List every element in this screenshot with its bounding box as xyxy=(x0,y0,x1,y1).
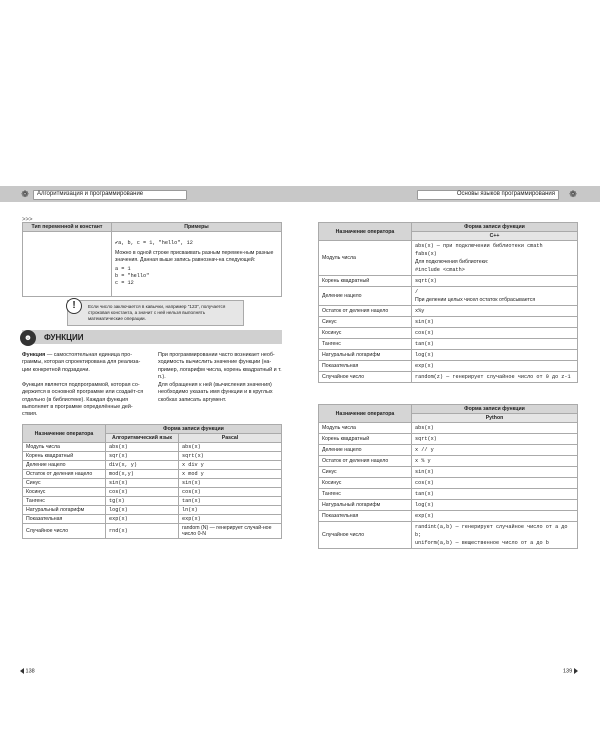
row-code: mod(x,y) xyxy=(106,470,179,479)
table-row xyxy=(319,241,578,276)
code-line: uniform(a,b) — вещественное число от a до b xyxy=(415,540,549,546)
row-label: Косинус xyxy=(23,488,106,497)
row-label: Деление нацело xyxy=(23,461,106,470)
intro-col2-p1: При программировании часто возникает необ-ходимость вычислить значение функции (на-пример, логарифм числа, корень квадратный и т. п.). xyxy=(158,352,282,380)
row-code xyxy=(412,478,578,489)
code-line: cos(x) xyxy=(415,330,434,336)
table-row xyxy=(319,511,578,522)
table-row xyxy=(23,479,282,488)
example-line: c = 12 xyxy=(115,280,134,287)
row-code xyxy=(412,522,578,549)
row-label: Косинус xyxy=(319,478,412,489)
row-label: Синус xyxy=(319,467,412,478)
col-cpp: C++ xyxy=(412,232,578,241)
example-code: ✔a, b, c = 1, "hello", 12 xyxy=(115,240,193,247)
functions-table-python xyxy=(318,404,578,549)
table-row xyxy=(319,423,578,434)
definition: — самостоятельная единица про-граммы, которая спроектирована для реализа-ции конкретной подзадачи. xyxy=(22,352,141,373)
row-label: Тангенс xyxy=(23,497,106,506)
section-title: ФУНКЦИИ xyxy=(44,333,84,342)
row-code xyxy=(412,306,578,317)
row-label: Тангенс xyxy=(319,489,412,500)
row-code: random (N) — генерирует случай-ное число 0-N xyxy=(179,524,282,539)
row-code xyxy=(412,241,578,276)
row-code: tan(x) xyxy=(179,497,282,506)
row-label: Случайное число xyxy=(23,524,106,539)
page-number-right xyxy=(563,668,578,674)
col-alg-lang: Алгоритмический язык xyxy=(106,434,179,443)
row-code: cos(x) xyxy=(179,488,282,497)
row-label: Натуральный логарифм xyxy=(319,500,412,511)
row-code: cos(x) xyxy=(106,488,179,497)
row-code xyxy=(412,276,578,287)
row-code: sqr(x) xyxy=(106,452,179,461)
col-operator: Назначение оператора xyxy=(23,425,106,443)
right-header-bar xyxy=(417,190,559,200)
code-line: exp(x) xyxy=(415,363,434,369)
code-line: sin(x) xyxy=(415,469,434,475)
code-line: sqrt(x) xyxy=(415,436,437,442)
code-line: / xyxy=(415,289,419,295)
table-row xyxy=(319,522,578,549)
code-line: При делении целых чисел остаток отбрасывается xyxy=(415,297,536,303)
continue-arrows: >>> xyxy=(22,217,33,223)
row-code xyxy=(412,500,578,511)
code-line: Для подключения библиотеки: xyxy=(415,259,489,265)
table-row xyxy=(319,489,578,500)
row-label: Показательная xyxy=(319,361,412,372)
row-label: Деление нацело xyxy=(319,287,412,306)
table-row xyxy=(319,317,578,328)
row-label: Показательная xyxy=(23,515,106,524)
code-line: cos(x) xyxy=(415,480,434,486)
row-label: Корень квадратный xyxy=(319,276,412,287)
code-line: x % y xyxy=(415,458,431,464)
left-header xyxy=(0,186,300,202)
row-label: Случайное число xyxy=(319,522,412,549)
table-row xyxy=(23,452,282,461)
table-row xyxy=(319,328,578,339)
code-line: sin(x) xyxy=(415,319,434,325)
intro-col1-p1 xyxy=(22,352,146,374)
code-line: tan(x) xyxy=(415,491,434,497)
cpp-table-body xyxy=(319,241,578,383)
row-code: rnd(x) xyxy=(106,524,179,539)
row-code: sin(x) xyxy=(179,479,282,488)
page-left-label: 138 xyxy=(25,668,35,675)
term-bold: Функция xyxy=(22,352,46,358)
row-code: exp(x) xyxy=(179,515,282,524)
col-operator: Назначение оператора xyxy=(319,405,412,423)
row-code: sqrt(x) xyxy=(179,452,282,461)
table-row xyxy=(23,470,282,479)
table-row xyxy=(319,456,578,467)
page-number-left xyxy=(20,668,35,674)
var-table-header-examples: Примеры xyxy=(112,223,282,232)
intro-col1-p2: Функция является подпрограммой, которая со-держится в основной программе или создаёт-ся отдельно (в библиотеке). Каждая функция выполняет в программе определённые дей-ствия. xyxy=(22,382,144,418)
note-box xyxy=(67,300,244,326)
row-code xyxy=(412,489,578,500)
table-row xyxy=(23,506,282,515)
code-line: x // y xyxy=(415,447,434,453)
row-label: Корень квадратный xyxy=(319,434,412,445)
code-line: random(z) — генерирует случайное число от 0 до z-1 xyxy=(415,374,571,380)
col-form: Форма записи функции xyxy=(106,425,282,434)
code-line: randint(a,b) — генерирует случайное число от a до b; xyxy=(415,524,568,538)
table-row xyxy=(23,443,282,452)
row-label: Деление нацело xyxy=(319,445,412,456)
right-header xyxy=(300,186,600,202)
row-label: Случайное число xyxy=(319,372,412,383)
row-label: Остаток от деления нацело xyxy=(23,470,106,479)
functions-table-left xyxy=(22,424,282,539)
page-right-label: 139 xyxy=(563,668,573,675)
row-code xyxy=(412,287,578,306)
worker-icon: ☻ xyxy=(20,330,36,346)
code-line: #include <cmath> xyxy=(415,267,465,273)
row-label: Натуральный логарифм xyxy=(319,350,412,361)
table-row xyxy=(319,500,578,511)
code-line: log(x) xyxy=(415,352,434,358)
table-row xyxy=(319,306,578,317)
python-table-body xyxy=(319,423,578,549)
col-python: Python xyxy=(412,414,578,423)
row-code: x mod y xyxy=(179,470,282,479)
row-label: Показательная xyxy=(319,511,412,522)
row-label: Модуль числа xyxy=(319,241,412,276)
row-label: Модуль числа xyxy=(319,423,412,434)
left-header-title: Алгоритмизация и программирование xyxy=(37,191,144,197)
row-label: Остаток от деления нацело xyxy=(319,456,412,467)
table-row xyxy=(23,524,282,539)
note-text: Если число заключается в кавычки, например "123", получается строковая константа, а значит с ней нельзя выполнять математические операции. xyxy=(88,304,226,321)
row-label: Остаток от деления нацело xyxy=(319,306,412,317)
col-pascal: Pascal xyxy=(179,434,282,443)
variable-table xyxy=(22,222,282,297)
row-code: x div y xyxy=(179,461,282,470)
table-row xyxy=(23,515,282,524)
left-header-bar xyxy=(33,190,187,200)
table-row xyxy=(319,287,578,306)
code-line: sqrt(x) xyxy=(415,278,437,284)
right-header-title: Основы языков программирования xyxy=(456,191,555,197)
code-line: x%y xyxy=(415,308,425,314)
var-table-header-type: Тип переменной и констант xyxy=(23,223,112,232)
left-table-body xyxy=(23,443,282,539)
code-line: log(x) xyxy=(415,502,434,508)
table-row xyxy=(319,478,578,489)
row-code: abs(x) xyxy=(179,443,282,452)
table-row xyxy=(319,361,578,372)
row-label: Модуль числа xyxy=(23,443,106,452)
table-row xyxy=(319,339,578,350)
row-code xyxy=(412,423,578,434)
table-row xyxy=(319,467,578,478)
table-row xyxy=(23,497,282,506)
row-code xyxy=(412,361,578,372)
table-row xyxy=(23,488,282,497)
row-code xyxy=(412,339,578,350)
code-line: abs(x) — при подключении библиотеки cmath xyxy=(415,243,543,249)
triangle-right-icon xyxy=(574,668,578,674)
row-code xyxy=(412,511,578,522)
spiral-logo-icon: ❁ xyxy=(569,189,577,199)
row-code: sin(x) xyxy=(106,479,179,488)
col-operator: Назначение оператора xyxy=(319,223,412,241)
row-label: Натуральный логарифм xyxy=(23,506,106,515)
table-row xyxy=(319,350,578,361)
intro-col2-p2: Для обращения к ней (вычисления значения) необходимо указать имя функции и в круглых скобках записать аргумент. xyxy=(158,382,273,403)
row-label: Синус xyxy=(319,317,412,328)
row-code xyxy=(412,317,578,328)
example-line: a = 1 xyxy=(115,266,131,272)
row-code xyxy=(412,456,578,467)
row-code: log(x) xyxy=(106,506,179,515)
code-line: exp(x) xyxy=(415,513,434,519)
row-code: div(x, y) xyxy=(106,461,179,470)
exclamation-icon: ! xyxy=(66,298,82,314)
row-code xyxy=(412,372,578,383)
row-code xyxy=(412,467,578,478)
row-code xyxy=(412,445,578,456)
row-code xyxy=(412,350,578,361)
row-code xyxy=(412,328,578,339)
code-line: fabs(x) xyxy=(415,251,437,257)
code-line: tan(x) xyxy=(415,341,434,347)
row-code: abs(x) xyxy=(106,443,179,452)
row-code: tg(x) xyxy=(106,497,179,506)
table-row xyxy=(319,434,578,445)
spiral-logo-icon: ❁ xyxy=(21,189,29,199)
row-code: ln(x) xyxy=(179,506,282,515)
example-description: Можно в одной строке присваивать разным перемен-ным разные значения. Данная выше запись равнознач-на следующей: xyxy=(115,249,274,263)
row-code xyxy=(412,434,578,445)
row-label: Косинус xyxy=(319,328,412,339)
row-code: exp(x) xyxy=(106,515,179,524)
row-label: Корень квадратный xyxy=(23,452,106,461)
table-row xyxy=(23,461,282,470)
table-row xyxy=(319,372,578,383)
example-line: b = "hello" xyxy=(115,273,150,280)
code-line: abs(x) xyxy=(415,425,434,431)
row-label: Тангенс xyxy=(319,339,412,350)
row-label: Синус xyxy=(23,479,106,488)
functions-table-cpp xyxy=(318,222,578,383)
table-row xyxy=(319,276,578,287)
table-row xyxy=(319,445,578,456)
col-form: Форма записи функции xyxy=(412,223,578,232)
triangle-left-icon xyxy=(20,668,24,674)
col-form: Форма записи функции xyxy=(412,405,578,414)
